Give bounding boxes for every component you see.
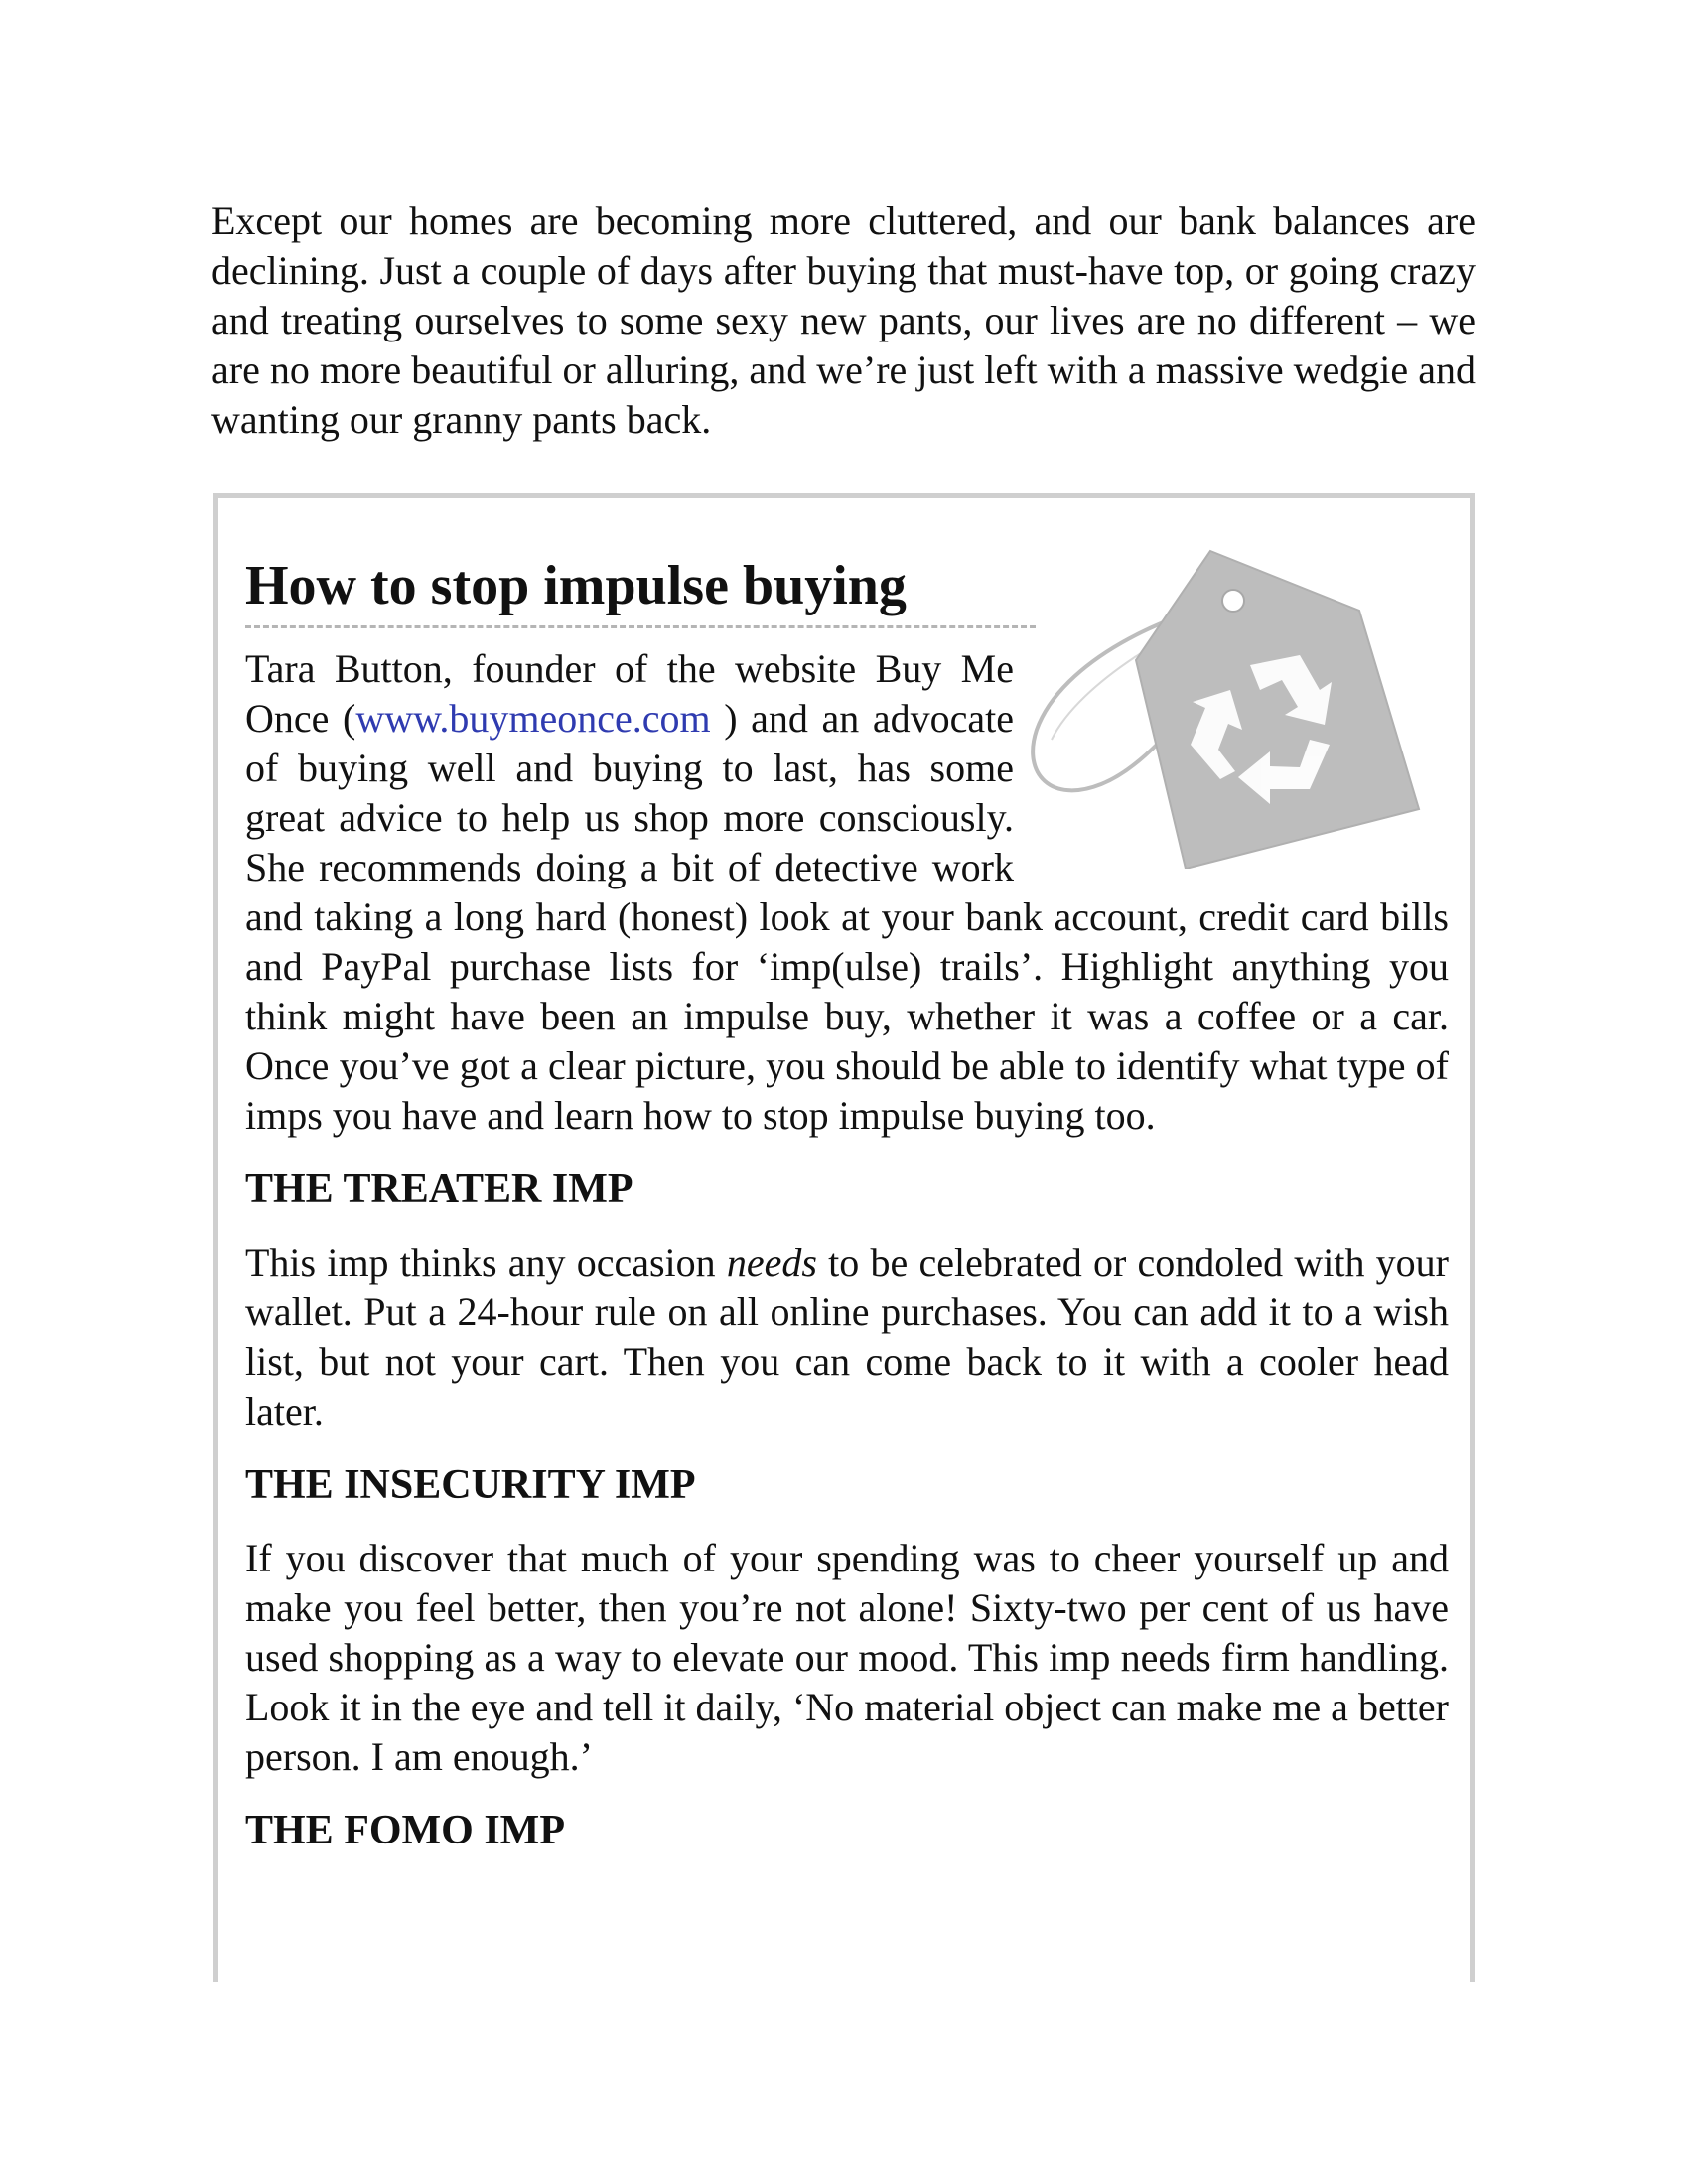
website-link[interactable]: www.buymeonce.com [355,696,711,741]
treater-text-start: This imp thinks any occasion [245,1240,727,1285]
treater-emphasis: needs [726,1240,817,1285]
treater-imp-paragraph [245,1238,1449,1436]
treater-imp-heading: THE TREATER IMP [245,1166,633,1212]
insecurity-imp-heading: THE INSECURITY IMP [245,1462,696,1508]
recycle-price-tag-icon [1022,541,1449,869]
box-title: How to stop impulse buying [245,554,1036,628]
treater-text-end: to be celebrated or condoled with your wallet. Put a 24-hour rule on all online purchases. You can add it to a wish list, but not your cart. Then you can come back to it with a cooler head later. [245,1240,1450,1433]
intro-paragraph: Except our homes are becoming more cluttered, and our bank balances are declining. Just a couple of days after buying that must-have top, or going crazy and treating ourselves to some sexy new pants, our lives are no different – we are no more beautiful or alluring, and we’re just left with a massive wedgie and wanting our granny pants back. [211,199,1476,442]
p1-after-link: ) and an advocate of buying well and buying to last, has some great advice to help us shop more consciously. She recommends doing a bit of detective work and taking a long hard (honest) look at your bank account, credit card bills and PayPal purchase lists for ‘imp(ulse) trails’. Highlight anything you think might have been an impulse buy, whether it was a coffee or a car. Once you’ve got a clear picture, you should be able to identify what type of imps you have and learn how to stop impulse buying too. [245,696,1449,1138]
sidebar-box [213,493,1475,1982]
insecurity-imp-paragraph: If you discover that much of your spending was to cheer yourself up and make you feel better, then you’re not alone! Sixty-two per cent of us have used shopping as a way to elevate our mood. This imp needs firm handling. Look it in the eye and tell it daily, ‘No material object can make me a better person. I am enough.’ [245,1536,1449,1779]
sidebar-content [245,554,1449,1879]
fomo-imp-heading: THE FOMO IMP [245,1808,565,1853]
p1-before-link: Tara Button, founder of the website Buy Me Once ( [245,646,1014,741]
